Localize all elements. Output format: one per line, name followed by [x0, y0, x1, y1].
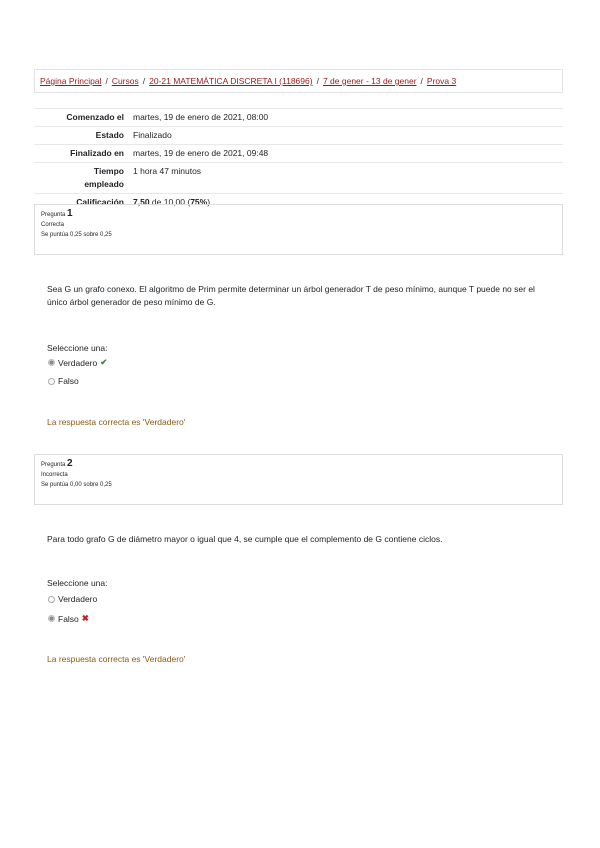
summary-row-time	[34, 163, 563, 194]
radio-unselected-icon[interactable]	[48, 596, 55, 603]
question-info-box	[34, 204, 563, 255]
started-value: martes, 19 de enero de 2021, 08:00	[129, 109, 563, 127]
answer-option-true[interactable]	[48, 357, 107, 368]
started-label: Comenzado el	[34, 109, 129, 127]
question-prefix: Pregunta	[41, 462, 66, 468]
breadcrumb-courses-link[interactable]: Cursos	[111, 76, 139, 86]
question-number	[41, 209, 556, 220]
grade-of: de 10,00 (	[149, 197, 191, 207]
question-number-value: 2	[67, 458, 73, 469]
breadcrumb-quiz-link[interactable]: Prova 3	[426, 76, 457, 86]
question-prefix: Pregunta	[41, 212, 66, 218]
checkmark-icon: ✔	[100, 357, 108, 367]
answer-option-false[interactable]	[48, 376, 79, 386]
finished-label: Finalizado en	[34, 145, 129, 163]
breadcrumb-separator: /	[105, 76, 108, 86]
breadcrumb-week-link[interactable]: 7 de gener - 13 de gener	[322, 76, 417, 86]
breadcrumb-home-link[interactable]: Página Principal	[40, 76, 102, 86]
grade-close: )	[207, 197, 211, 207]
summary-row-state	[34, 127, 563, 145]
correct-answer-feedback: La respuesta correcta es 'Verdadero'	[47, 417, 186, 427]
radio-selected-icon[interactable]	[48, 359, 55, 366]
breadcrumb-separator: /	[420, 76, 423, 86]
answer-option-label: Falso	[58, 376, 79, 386]
state-value: Finalizado	[129, 127, 563, 145]
answer-option-true[interactable]	[48, 594, 97, 604]
breadcrumb	[34, 69, 563, 93]
answer-option-label: Verdadero	[58, 594, 98, 604]
question-status: Incorrecta	[41, 472, 68, 478]
question-number	[41, 459, 556, 470]
grade-percent: 75%	[190, 197, 208, 207]
cross-icon: ✖	[81, 613, 89, 623]
summary-row-started	[34, 109, 563, 127]
question-number-value: 1	[67, 208, 73, 219]
answer-prompt: Seleccione una:	[47, 578, 108, 588]
answer-option-label: Falso	[58, 613, 79, 624]
time-value: 1 hora 47 minutos	[129, 163, 563, 194]
question-text: Sea G un grafo conexo. El algoritmo de Prim permite determinar un árbol generador T de peso mínimo, aunque T puede no ser el único árbol generador de peso mínimo de G.	[47, 284, 535, 307]
state-label: Estado	[34, 127, 129, 145]
grade-label: Calificación	[34, 194, 129, 212]
question-text: Para todo grafo G de diámetro mayor o igual que 4, se cumple que el complemento de G contiene ciclos.	[47, 534, 443, 544]
attempt-summary-table	[34, 108, 563, 211]
question-points: Se puntúa 0,25 sobre 0,25	[41, 232, 112, 238]
breadcrumb-separator: /	[142, 76, 146, 86]
breadcrumb-separator: /	[316, 76, 319, 86]
answer-prompt: Seleccione una:	[47, 343, 108, 353]
finished-value: martes, 19 de enero de 2021, 09:48	[129, 145, 563, 163]
time-label-line1: Tiempo	[93, 166, 124, 176]
question-info-box	[34, 454, 563, 505]
time-label	[34, 163, 129, 194]
radio-unselected-icon[interactable]	[48, 378, 55, 385]
grade-score: 7,50	[133, 197, 150, 207]
summary-row-finished	[34, 145, 563, 163]
answer-option-label: Verdadero	[58, 357, 98, 368]
answer-option-false[interactable]	[48, 613, 89, 624]
radio-selected-icon[interactable]	[48, 615, 55, 622]
breadcrumb-course-link[interactable]: 20-21 MATEMÀTICA DISCRETA I (118696)	[149, 76, 313, 86]
question-points: Se puntúa 0,00 sobre 0,25	[41, 482, 112, 488]
time-label-line2: empleado	[84, 179, 124, 189]
question-status: Correcta	[41, 222, 65, 228]
correct-answer-feedback: La respuesta correcta es 'Verdadero'	[47, 654, 186, 664]
